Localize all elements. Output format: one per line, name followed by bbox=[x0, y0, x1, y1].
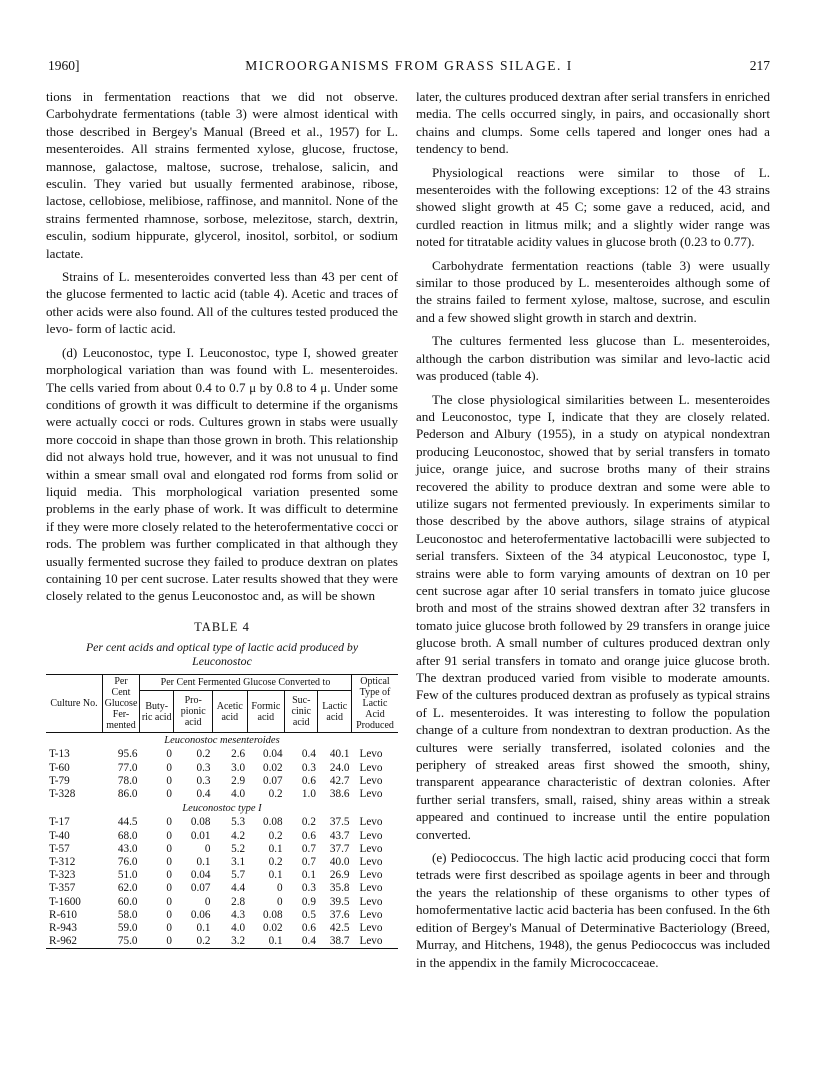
table-cell: 0 bbox=[204, 895, 211, 908]
table-cell: 0 bbox=[166, 922, 172, 935]
table-row bbox=[46, 830, 398, 843]
table-cell: R-943 bbox=[49, 922, 77, 935]
table-cell: 0 bbox=[166, 869, 172, 882]
table-cell: 0 bbox=[140, 935, 174, 949]
table-cell: 0 bbox=[204, 842, 211, 855]
table-cell: 44.5 bbox=[117, 816, 138, 829]
table-cell: 0 bbox=[276, 882, 283, 895]
table-cell: 60.0 bbox=[117, 895, 138, 908]
table-cell: 0.3 bbox=[196, 774, 211, 787]
table-cell: 1.0 bbox=[301, 788, 316, 800]
table-cell: T-357 bbox=[49, 882, 76, 895]
section-label: Leuconostoc type I bbox=[182, 803, 262, 815]
table-cell: 38.7 bbox=[318, 935, 352, 949]
table-cell: 0.2 bbox=[174, 935, 213, 949]
table-cell: 0.2 bbox=[268, 788, 283, 800]
table-cell: 0.08 bbox=[190, 816, 211, 829]
table-cell: 76.0 bbox=[117, 856, 138, 869]
paragraph: The cultures fermented less glucose than L. mesenteroides, although the carbon distribution was similar and levo-lactic acid was produced (table 4). bbox=[416, 333, 770, 384]
paragraph: (e) Pediococcus. The high lactic acid producing cocci that form tetrads were first described as spoilage agents in beer and through the years the relationship of these organisms to other types of homofermentative lactic acid bacteria has been confused. In the 6th edition of Bergey's Manual of Determinative Bacteriology (Breed, Murray, and Hitchens, 1948), the genus Pediococcus was included in the appendix in the family Micrococcaceae. bbox=[416, 850, 770, 970]
paragraph: Physiological reactions were similar to those of L. mesenteroides with the following exceptions: 12 of the 43 strains showed slight growth at 45 C; some gave a reduced, acid, and curdled reaction in litmus milk; and a slightly wider range was noted for titratable acidity values in glucose broth (0.23 to 0.77). bbox=[416, 164, 770, 250]
table-row bbox=[46, 882, 398, 895]
table-cell: 2.8 bbox=[231, 895, 246, 908]
table-cell: R-610 bbox=[49, 908, 77, 921]
table-cell: Levo bbox=[359, 842, 383, 855]
table-cell: 0 bbox=[166, 856, 172, 869]
paragraph: The close physiological similarities between L. mesenteroides and Leuconostoc, type I, indicate that they are closely related. Pederson and Albury (1955), in a study on atypical nondextran producing Leuconostoc, showed that by serial transfers in tomato juice, orange juice, and sucrose broths many of their strains recovered the ability to produce dextran and some were able to utilize sugars not fermented previously. In experiments similar to those described by the above authors, silage strains of atypical Leuconostoc and heterofermentative lactobacilli were subjected to serial transfers. Sixteen of the 34 atypical Leuconostoc, type I, strains were able to form varying amounts of dextran on 10 per cent sucrose agar after 10 serial transfers in tomato juice glucose broth and most of the strains showed dextran after 32 transfers in tomato juice glucose broth followed by 29 transfers in orange juice glucose broth. A small number of cultures produced dextran only after 91 serial transfers in tomato and orange juice glucose broth. The dextran produced varied from visible to moderate amounts. Few of the cultures produced dextran as profusely as typical strains of L. mesenteroides. It was interesting to follow the population change of a culture from nondextran to dextran production. As the cultures were serially transferred, isolated colonies and the periphery of streaked areas first showed the smooth, shiny, transparent appearance characteristic of dextran colonies. After further serial transfers, small, raised, shiny areas within a streak appeared and continued to increase until the entire population converted. bbox=[416, 391, 770, 842]
table-cell: 24.0 bbox=[329, 761, 350, 774]
table-cell: 26.9 bbox=[329, 869, 350, 882]
table-cell: Levo bbox=[359, 908, 383, 921]
table-row bbox=[46, 856, 398, 869]
table-cell: 0.04 bbox=[263, 748, 283, 761]
table-row bbox=[46, 869, 398, 882]
col-header-optical: Optical Type of Lactic Acid Produced bbox=[352, 675, 399, 733]
table-cell: 0.1 bbox=[301, 869, 316, 882]
header-title: MICROORGANISMS FROM GRASS SILAGE. I bbox=[245, 58, 573, 73]
table-cell: T-17 bbox=[49, 816, 70, 829]
table-cell: 0.1 bbox=[268, 842, 283, 855]
table-cell: 5.7 bbox=[231, 869, 246, 882]
table-cell: 0.1 bbox=[196, 856, 211, 869]
table-cell: 0 bbox=[166, 908, 172, 921]
table-cell: 0.2 bbox=[268, 829, 283, 842]
table-cell: 0 bbox=[166, 788, 172, 800]
table-cell: Levo bbox=[359, 774, 383, 787]
table-cell: Levo bbox=[359, 856, 383, 869]
table-cell: 0 bbox=[166, 774, 172, 787]
col-header-propionic: Pro-pionic acid bbox=[174, 691, 213, 733]
table-cell: 4.2 bbox=[231, 829, 246, 842]
table-cell: 95.6 bbox=[117, 748, 138, 761]
table-cell: 0 bbox=[166, 829, 172, 842]
table-cell: 0 bbox=[166, 748, 172, 761]
table-section-label bbox=[46, 733, 398, 749]
table-cell: Levo bbox=[359, 869, 383, 882]
table-cell: 0 bbox=[166, 842, 172, 855]
paragraph: Carbohydrate fermentation reactions (table 3) were usually similar to those produced by L. mesenteroides although some of the strains failed to ferment xylose, maltose, sucrose, and esculin and a few showed slight growth in starch and dextrin. bbox=[416, 257, 770, 325]
table-cell: 2.6 bbox=[231, 748, 246, 761]
table-cell: Levo bbox=[359, 895, 383, 908]
col-header-formic: Formic acid bbox=[247, 691, 284, 733]
col-header-group: Per Cent Fermented Glucose Converted to bbox=[140, 675, 352, 691]
table-cell: 0.7 bbox=[301, 856, 316, 869]
table-cell: 0.06 bbox=[190, 908, 211, 921]
table-cell: T-328 bbox=[49, 788, 76, 800]
table-cell: 0.04 bbox=[190, 869, 211, 882]
table-cell: 39.5 bbox=[329, 895, 350, 908]
paragraph: later, the cultures produced dextran after serial transfers in enriched media. The cells occurred singly, in pairs, and occasionally short chains and clumps. Some cells tapered and longer ones had a tendency to bend. bbox=[416, 89, 770, 157]
table-row bbox=[46, 922, 398, 935]
table-cell: 59.0 bbox=[117, 922, 138, 935]
paragraph: Strains of L. mesenteroides converted less than 43 per cent of the glucose fermented to lactic acid (table 4). Acetic and traces of other acids were also found. All of the cultures tested produced the levo- form of lactic acid. bbox=[46, 269, 398, 337]
table-cell: 0.08 bbox=[263, 816, 283, 829]
table-cell: Levo bbox=[359, 829, 383, 842]
table-cell: Levo bbox=[359, 748, 383, 761]
col-header-culture: Culture No. bbox=[46, 675, 103, 733]
table-cell: 38.6 bbox=[329, 788, 350, 800]
table-cell: 0.2 bbox=[268, 856, 283, 869]
table-cell: T-13 bbox=[49, 748, 70, 761]
table-cell: 5.2 bbox=[231, 842, 246, 855]
table-cell: 40.0 bbox=[329, 856, 350, 869]
table-cell: 4.3 bbox=[231, 908, 246, 921]
table-cell: 51.0 bbox=[117, 869, 138, 882]
table-cell: T-79 bbox=[49, 774, 70, 787]
table-cell: 0.07 bbox=[263, 774, 283, 787]
table-cell: 77.0 bbox=[117, 761, 138, 774]
table-body bbox=[46, 733, 398, 949]
table-cell: 43.7 bbox=[329, 829, 350, 842]
table-cell: 0.2 bbox=[196, 748, 211, 761]
table-cell: Levo bbox=[359, 816, 383, 829]
table-cell: 0 bbox=[276, 895, 283, 908]
table-cell: Levo bbox=[359, 882, 383, 895]
table-cell: 40.1 bbox=[329, 748, 350, 761]
table-cell: 0.3 bbox=[196, 761, 211, 774]
table-cell: 58.0 bbox=[117, 908, 138, 921]
right-column bbox=[416, 88, 770, 977]
table-section-label bbox=[46, 801, 398, 816]
table-cell: 0.4 bbox=[196, 788, 211, 800]
col-header-butyric: Buty-ric acid bbox=[140, 691, 174, 733]
table-row bbox=[46, 843, 398, 856]
table-cell: T-1600 bbox=[49, 895, 81, 908]
table-cell: 0 bbox=[166, 816, 172, 829]
table-cell: T-57 bbox=[49, 842, 70, 855]
table-cell: 78.0 bbox=[117, 774, 138, 787]
table-cell: 0 bbox=[166, 882, 172, 895]
page-number: 217 bbox=[749, 58, 770, 73]
table-cell: 0 bbox=[166, 895, 172, 908]
table-cell: Levo bbox=[359, 761, 383, 774]
table-cell: 0.01 bbox=[190, 829, 211, 842]
table-cell: Levo bbox=[359, 788, 383, 800]
paragraph: (d) Leuconostoc, type I. Leuconostoc, type I, showed greater morphological variation than was found with L. mesenteroides. The cells varied from about 0.4 to 0.7 μ by 0.8 to 4 μ. Under some conditions of growth it was difficult to determine if the organisms were actually cocci or rods. Cultures grown in stabs were usually more coccoid in shape than those grown in broth. This relationship did not always hold true, however, and it was not unusual to find within a smear small oval and elongated rod forms from solid or liquid media. This morphological variation presented some problems in the early phase of work. It was difficult to determine if they were more closely related to the heterofermentative cocci or rods. The problem was further complicated in that although they usually fermented sucrose they failed to produce dextran on plates containing 10 per cent sucrose. Later results showed that they were closely related to the genus Leuconostoc and, as will be shown bbox=[46, 344, 398, 604]
table-cell: 0.9 bbox=[301, 895, 316, 908]
table-row bbox=[46, 896, 398, 909]
table-cell: 35.8 bbox=[329, 882, 350, 895]
table-cell: 4.0 bbox=[231, 788, 246, 800]
table-row bbox=[46, 816, 398, 829]
table-cell: 5.3 bbox=[231, 816, 246, 829]
table-cell: 3.2 bbox=[212, 935, 247, 949]
table-cell: 4.0 bbox=[231, 922, 246, 935]
table-title: TABLE 4 bbox=[194, 619, 250, 634]
table-cell: 3.1 bbox=[231, 856, 246, 869]
table-cell: T-312 bbox=[49, 856, 76, 869]
table-cell: 0.08 bbox=[263, 908, 283, 921]
table-cell: 37.7 bbox=[329, 842, 350, 855]
table-cell: R-962 bbox=[46, 935, 103, 949]
left-column bbox=[46, 88, 398, 949]
table-cell: 37.5 bbox=[329, 816, 350, 829]
col-header-glucose: Per Cent Glucose Fer-mented bbox=[103, 675, 140, 733]
table-cell: 42.5 bbox=[329, 922, 350, 935]
table-cell: T-60 bbox=[49, 761, 70, 774]
table-cell: 0.6 bbox=[301, 829, 316, 842]
table-cell: 0.1 bbox=[268, 869, 283, 882]
table-cell: 4.4 bbox=[231, 882, 246, 895]
table-caption: Per cent acids and optical type of lactic acid produced by Leuconostoc bbox=[85, 640, 359, 669]
table-cell: 0.6 bbox=[301, 922, 316, 935]
table-cell: 62.0 bbox=[117, 882, 138, 895]
table-cell: 43.0 bbox=[117, 842, 138, 855]
table-cell: 0.7 bbox=[301, 842, 316, 855]
col-header-acetic: Acetic acid bbox=[212, 691, 247, 733]
acid-table bbox=[46, 674, 398, 949]
section-label: Leuconostoc mesenteroides bbox=[164, 735, 280, 747]
table-cell: 0.4 bbox=[285, 935, 318, 949]
table-cell: Levo bbox=[359, 922, 383, 935]
table-cell: 0.02 bbox=[263, 761, 283, 774]
table-cell: 42.7 bbox=[329, 774, 350, 787]
table-cell: 2.9 bbox=[231, 774, 246, 787]
table-cell: 0.6 bbox=[301, 774, 316, 787]
table-cell: T-40 bbox=[49, 829, 70, 842]
table-cell: 0.02 bbox=[263, 922, 283, 935]
table-cell: 75.0 bbox=[103, 935, 140, 949]
table-cell: 37.6 bbox=[329, 908, 350, 921]
table-row bbox=[46, 748, 398, 761]
table-cell: 0.3 bbox=[301, 761, 316, 774]
header-year: 1960] bbox=[48, 58, 80, 73]
table-cell: Levo bbox=[352, 935, 399, 949]
table-cell: 0 bbox=[166, 761, 172, 774]
table-cell: 0.5 bbox=[301, 908, 316, 921]
table-cell: 86.0 bbox=[117, 788, 138, 800]
table-cell: 0.3 bbox=[301, 882, 316, 895]
table-cell: 0.4 bbox=[301, 748, 316, 761]
col-header-lactic: Lactic acid bbox=[318, 691, 352, 733]
table-cell: 0.1 bbox=[196, 922, 211, 935]
table-row bbox=[46, 775, 398, 788]
table-row bbox=[46, 935, 398, 949]
table-cell: 68.0 bbox=[117, 829, 138, 842]
table-cell: 0.1 bbox=[247, 935, 284, 949]
table-cell: 3.0 bbox=[231, 761, 246, 774]
table-row bbox=[46, 762, 398, 775]
col-header-succinic: Suc-cinic acid bbox=[285, 691, 318, 733]
table-cell: 0.2 bbox=[301, 816, 316, 829]
table-cell: 0.07 bbox=[190, 882, 211, 895]
table-row bbox=[46, 909, 398, 922]
table-row bbox=[46, 788, 398, 801]
running-header bbox=[48, 58, 770, 78]
paragraph: tions in fermentation reactions that we did not observe. Carbohydrate fermentations (table 3) were almost identical with those described in Bergey's Manual (Breed et al., 1957) for L. mesenteroides. All strains fermented xylose, glucose, fructose, mannose, galactose, maltose, sucrose, trehalose, salicin, and esculin. They varied but usually fermented arabinose, ribose, lactose, cellobiose, melibiose, raffinose, and mannitol. None of the strains fermented rhamnose, sorbose, melezitose, starch, dextrin, esculin, sodium hippurate, glycerol, inositol, sorbitol, or sodium lactate. bbox=[46, 89, 398, 261]
table-cell: T-323 bbox=[49, 869, 76, 882]
